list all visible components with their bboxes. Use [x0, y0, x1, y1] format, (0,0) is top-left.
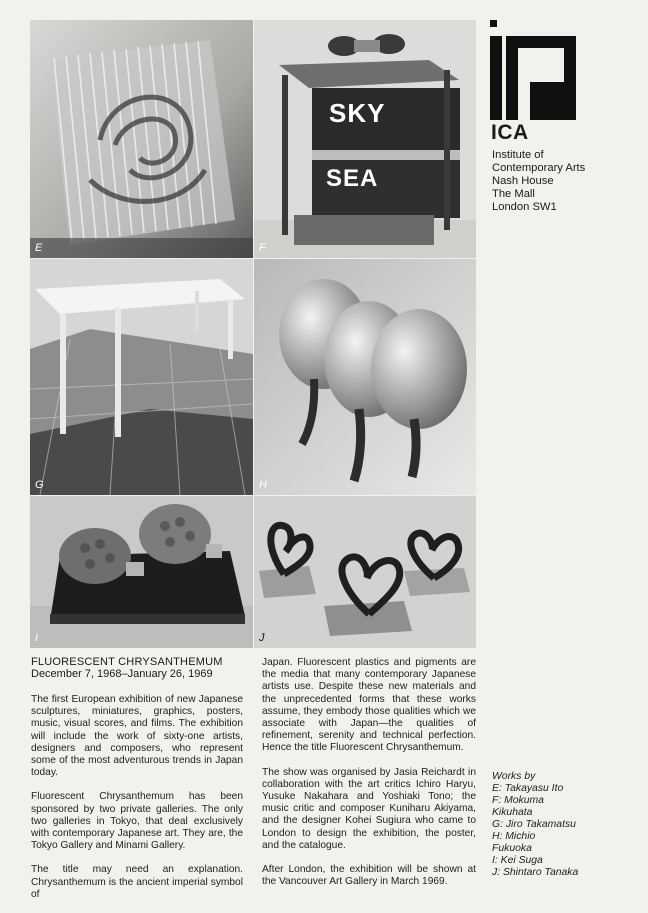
- photo-g-image: [30, 259, 253, 495]
- credit-line: G: Jiro Takamatsu: [492, 819, 576, 830]
- photo-label-g: G: [35, 479, 44, 491]
- credit-line: I: Kei Suga: [492, 855, 543, 866]
- credit-line: J: Shintaro Tanaka: [492, 867, 579, 878]
- photo-label-f: F: [259, 242, 266, 254]
- left-text-column: [31, 694, 243, 913]
- photo-f-image: [254, 20, 476, 258]
- photo-j: [254, 496, 476, 648]
- paragraph: The first European exhibition of new Japanese sculptures, miniatures, graphics, posters, music, visual scores, and films. The exhibition will include the work of sixty-one artists, designers and composers, who represent some of the most adventurous trends in Japan today.: [31, 694, 243, 779]
- paragraph: The title may need an explanation. Chrysanthemum is the ancient imperial symbol of: [31, 864, 243, 900]
- middle-text-column: [262, 657, 476, 900]
- address-line-4: The Mall: [492, 188, 535, 200]
- photo-label-j: J: [259, 632, 265, 644]
- photo-g: [30, 259, 253, 495]
- photo-f: [254, 20, 476, 258]
- paragraph: The show was organised by Jasia Reichardt in collaboration with the art critics Ichiro Haryu, Yusuke Nakahara and Yoshiaki Tono; the music critic and composer Kuniharu Akiyama, and the designer Kohei Sugiura who came to London to design the exhibition, the poster, and the catalogue.: [262, 766, 476, 851]
- exhibition-dates: December 7, 1968–January 26, 1969: [31, 668, 213, 680]
- paragraph: Japan. Fluorescent plastics and pigments are the media that many contemporary Japanese artists use. Despite these new materials and the unprecedented forms that these works assume, they embody those qualities which we associate with Japan—the qualities of refinement, serenity and technical perfection. Hence the title Fluorescent Chrysanthemum.: [262, 657, 476, 754]
- works-credits: [492, 771, 578, 879]
- photo-j-image: [254, 496, 476, 648]
- photo-e: [30, 20, 253, 258]
- photo-label-e: E: [35, 242, 43, 254]
- photo-h-image: [254, 259, 476, 495]
- ica-logo: [490, 20, 576, 120]
- sky-text: SKY: [329, 98, 386, 128]
- address-line-5: London SW1: [492, 201, 557, 213]
- address-line-1: Institute of: [492, 149, 544, 161]
- credit-line: Fukuoka: [492, 843, 532, 854]
- credit-line: Kikuhata: [492, 807, 533, 818]
- credit-line: H: Michio: [492, 831, 536, 842]
- photo-label-h: H: [259, 479, 267, 491]
- exhibition-title: FLUORESCENT CHRYSANTHEMUM: [31, 656, 223, 668]
- photo-i-image: [30, 496, 253, 648]
- works-heading: Works by: [492, 771, 536, 782]
- sea-text: SEA: [326, 165, 379, 192]
- photo-i: [30, 496, 253, 648]
- address-line-2: Contemporary Arts: [492, 162, 586, 174]
- ica-title: ICA: [491, 121, 529, 144]
- photo-label-i: I: [35, 632, 39, 644]
- photo-e-image: [30, 20, 253, 258]
- photo-h: [254, 259, 476, 495]
- address-line-3: Nash House: [492, 175, 554, 187]
- paragraph: After London, the exhibition will be shown at the Vancouver Art Gallery in March 1969.: [262, 864, 476, 888]
- credit-line: E: Takayasu Ito: [492, 783, 564, 794]
- paragraph: Fluorescent Chrysanthemum has been sponsored by two private galleries. The only two galleries in Tokyo, that deal exclusively with contemporary Japanese art. They are, the Tokyo Gallery and Minami Gallery.: [31, 791, 243, 852]
- credit-line: F: Mokuma: [492, 795, 544, 806]
